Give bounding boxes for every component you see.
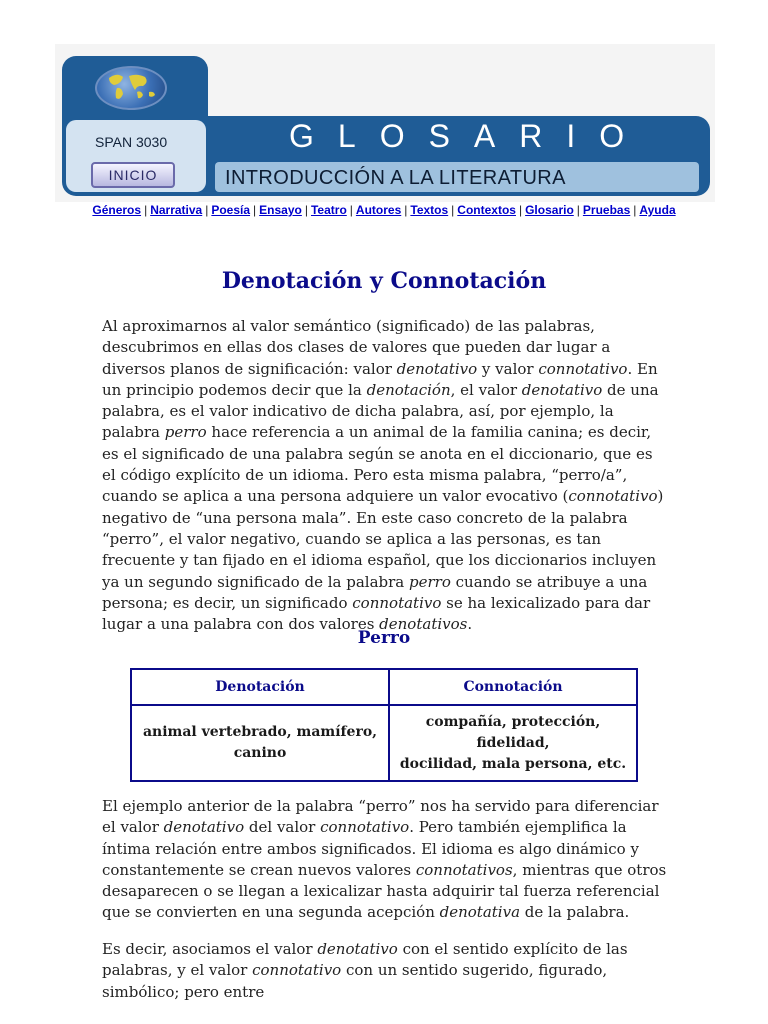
table-cell-denotacion bbox=[131, 705, 389, 781]
page-title: Denotación y Connotación bbox=[221, 268, 547, 294]
site-banner bbox=[55, 44, 715, 202]
banner-title: GLOSARIO bbox=[289, 118, 649, 154]
italic-term: denotativa bbox=[439, 903, 521, 922]
paragraph-example bbox=[102, 796, 670, 924]
italic-term: denotativo bbox=[396, 359, 478, 378]
text-run: se ha lexicalizado para dar lugar a una palabra con dos valores bbox=[102, 593, 651, 634]
table-cell-connotacion bbox=[389, 705, 637, 781]
denotation-connotation-table bbox=[130, 668, 638, 782]
cell-line: animal vertebrado, mamífero, bbox=[142, 724, 378, 740]
text-run: ) negativo de “una persona mala”. En este caso concreto de la palabra “perro”, el valor negativo, cuando se aplica a las personas, es tan frecuente y tan fijado en el idioma español, que los diccionarios incluyen ya un segundo significado de la palabra bbox=[102, 487, 664, 591]
cell-line: canino bbox=[233, 745, 287, 761]
nav-link-narrativa[interactable]: Narrativa bbox=[150, 203, 203, 217]
nav-link-contextos[interactable]: Contextos bbox=[457, 203, 516, 217]
text-run: cuando se atribuye a una persona; es decir, un significado bbox=[102, 572, 648, 612]
nav-link-ayuda[interactable]: Ayuda bbox=[639, 203, 676, 217]
text-run: Es decir, asociamos el valor bbox=[102, 940, 318, 958]
nav-link-pruebas[interactable]: Pruebas bbox=[582, 203, 631, 217]
cell-line: docilidad, mala persona, etc. bbox=[399, 755, 627, 772]
text-run: Al aproximarnos al valor semántico (significado) de las palabras, descubrimos en ellas dos clases de valores que pueden dar lugar a diversos planos de significación: valor bbox=[102, 317, 611, 378]
italic-term: denotativo bbox=[163, 818, 245, 837]
italic-term: denotativo bbox=[521, 380, 603, 399]
home-button[interactable]: INICIO bbox=[91, 162, 175, 188]
nav-link-textos[interactable]: Textos bbox=[410, 203, 449, 217]
paragraph-intro bbox=[102, 316, 670, 635]
text-run: . Pero también ejemplifica la íntima relación entre ambos significados. El idioma es algo dinámico y constantemente se crean nuevos valores bbox=[102, 818, 639, 879]
text-run: . En un principio podemos decir que la bbox=[102, 359, 658, 399]
italic-term: connotativo bbox=[538, 359, 628, 378]
globe-icon bbox=[95, 66, 167, 110]
text-run: El ejemplo anterior de la palabra “perro” nos ha servido para diferenciar el valor bbox=[102, 797, 659, 837]
italic-term: connotativo bbox=[252, 961, 342, 980]
nav-link-poesia[interactable]: Poesía bbox=[211, 203, 251, 217]
text-run: con un sentido sugerido, figurado, simbólico; pero entre bbox=[102, 961, 608, 1001]
text-run: con el sentido explícito de las palabras, y el valor bbox=[102, 940, 628, 980]
main-nav: Géneros | Narrativa | Poesía | Ensayo | Teatro | Autores | Textos | Contextos | Glosario | Pruebas | Ayuda bbox=[92, 203, 676, 217]
nav-link-autores[interactable]: Autores bbox=[355, 203, 402, 217]
nav-link-glosario[interactable]: Glosario bbox=[525, 203, 574, 217]
text-run: . bbox=[467, 615, 473, 634]
table-title: Perro bbox=[357, 628, 411, 648]
table-header-row bbox=[131, 669, 637, 705]
italic-term: denotación bbox=[366, 380, 451, 399]
text-run: hace referencia a un animal de la familia canina; es decir, es el significado de una palabra según se anota en el diccionario, que es el código explícito de un idioma. Pero esta misma palabra, “perro/a”, cuando se aplica a una persona adquiere un valor evocativo ( bbox=[102, 423, 653, 506]
italic-term: connotativo bbox=[352, 593, 442, 612]
nav-link-generos[interactable]: Géneros bbox=[92, 203, 142, 217]
italic-term: denotativos bbox=[379, 615, 468, 634]
nav-link-ensayo[interactable]: Ensayo bbox=[259, 203, 302, 217]
text-run: y valor bbox=[477, 359, 539, 378]
text-run: de la palabra. bbox=[520, 903, 630, 922]
text-run: de una palabra, es el valor indicativo de dicha palabra, así, por ejemplo, la palabra bbox=[102, 380, 659, 442]
course-code: SPAN 3030 bbox=[95, 134, 168, 150]
table-header-denotacion: Denotación bbox=[131, 669, 389, 705]
italic-term: perro bbox=[409, 572, 451, 591]
paragraph-summary bbox=[102, 939, 670, 1003]
italic-term: connotativos bbox=[415, 860, 513, 879]
text-run: , mientras que otros desaparecen o se llegan a lexicalizar hasta adquirir tal fuerza referencial que se convierten en una segunda acepción bbox=[102, 860, 667, 922]
table-header-connotacion: Connotación bbox=[389, 669, 637, 705]
banner-subtitle: INTRODUCCIÓN A LA LITERATURA bbox=[225, 167, 566, 189]
table-row bbox=[131, 705, 637, 781]
cell-line: compañía, protección, bbox=[425, 713, 601, 730]
nav-link-teatro[interactable]: Teatro bbox=[310, 203, 347, 217]
text-run: del valor bbox=[244, 818, 321, 837]
text-run: , el valor bbox=[450, 380, 522, 399]
cell-line: fidelidad, bbox=[476, 734, 550, 751]
italic-term: connotativo bbox=[320, 818, 410, 837]
italic-term: denotativo bbox=[317, 940, 398, 958]
italic-term: connotativo bbox=[568, 487, 658, 506]
italic-term: perro bbox=[164, 423, 207, 442]
